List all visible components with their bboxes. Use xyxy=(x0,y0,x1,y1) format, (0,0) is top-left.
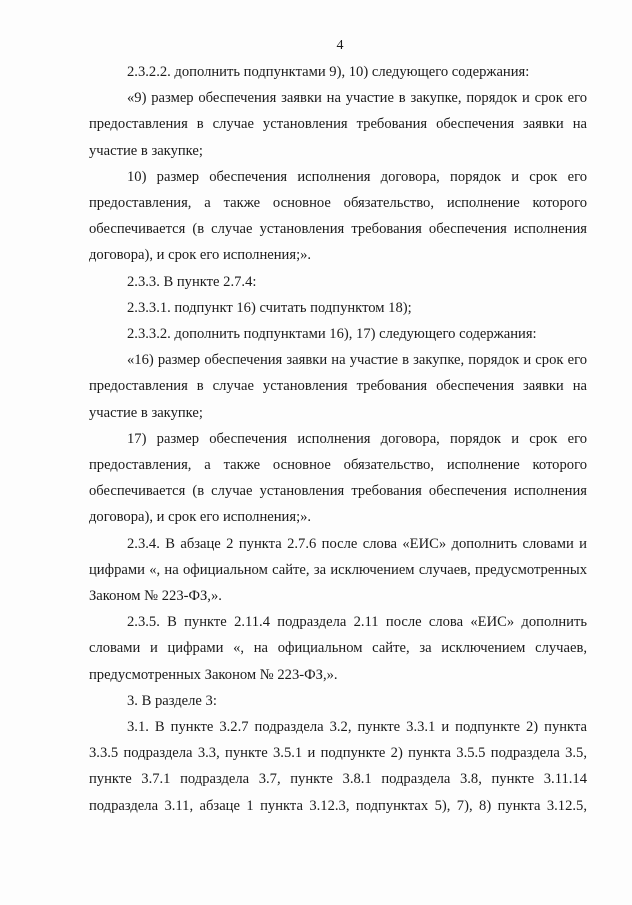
paragraph-subitem-16: «16) размер обеспечения заявки на участие в закупке, порядок и срок его предоставления в случае установления требования обеспечения заявки на участие в закупке; xyxy=(89,352,587,421)
paragraph-2-3-2-2: 2.3.2.2. дополнить подпунктами 9), 10) следующего содержания: xyxy=(127,64,530,80)
paragraph-subitem-10: 10) размер обеспечения исполнения договора, порядок и срок его предоставления, а также основное обязательство, исполнение которого обеспечивается (в случае установления требования обеспечения исполнения договора), и срок его исполнения;». xyxy=(89,168,587,264)
paragraph-subitem-9: «9) размер обеспечения заявки на участие в закупке, порядок и срок его предоставления в случае установления требования обеспечения заявки на участие в закупке; xyxy=(89,90,587,159)
paragraph-2-3-3: 2.3.3. В пункте 2.7.4: xyxy=(127,273,257,290)
paragraph-2-3-5: 2.3.5. В пункте 2.11.4 подраздела 2.11 после слова «ЕИС» дополнить словами и цифрами «, на официальном сайте, за исключением случаев, предусмотренных Законом № 223-ФЗ,». xyxy=(89,614,587,683)
document-body xyxy=(89,59,587,819)
paragraph-section-3: 3. В разделе 3: xyxy=(127,692,217,709)
paragraph-2-3-3-1: 2.3.3.1. подпункт 16) считать подпунктом 18); xyxy=(127,299,412,316)
paragraph-3-1: 3.1. В пункте 3.2.7 подраздела 3.2, пункте 3.3.1 и подпункте 2) пункта 3.3.5 подраздела 3.3, пункте 3.5.1 и подпункте 2) пункта 3.5.5 подраздела 3.5, пункте 3.7.1 подраздела 3.7, пункте 3.8.1 подраздела 3.8, пункте 3.11.14 подраздела 3.11, абзаце 1 пункта 3.12.3, подпунктах 5), 7), 8) пункта 3.12.5, xyxy=(89,719,587,814)
paragraph-2-3-3-2: 2.3.3.2. дополнить подпунктами 16), 17) следующего содержания: xyxy=(127,326,537,343)
page-number: 4 xyxy=(336,38,344,53)
paragraph-2-3-4: 2.3.4. В абзаце 2 пункта 2.7.6 после слова «ЕИС» дополнить словами и цифрами «, на официальном сайте, за исключением случаев, предусмотренных Законом № 223-ФЗ,». xyxy=(89,535,587,605)
paragraph-subitem-17: 17) размер обеспечения исполнения договора, порядок и срок его предоставления, а также основное обязательство, исполнение которого обеспечивается (в случае установления требования обеспечения исполнения договора), и срок его исполнения;». xyxy=(89,430,587,526)
